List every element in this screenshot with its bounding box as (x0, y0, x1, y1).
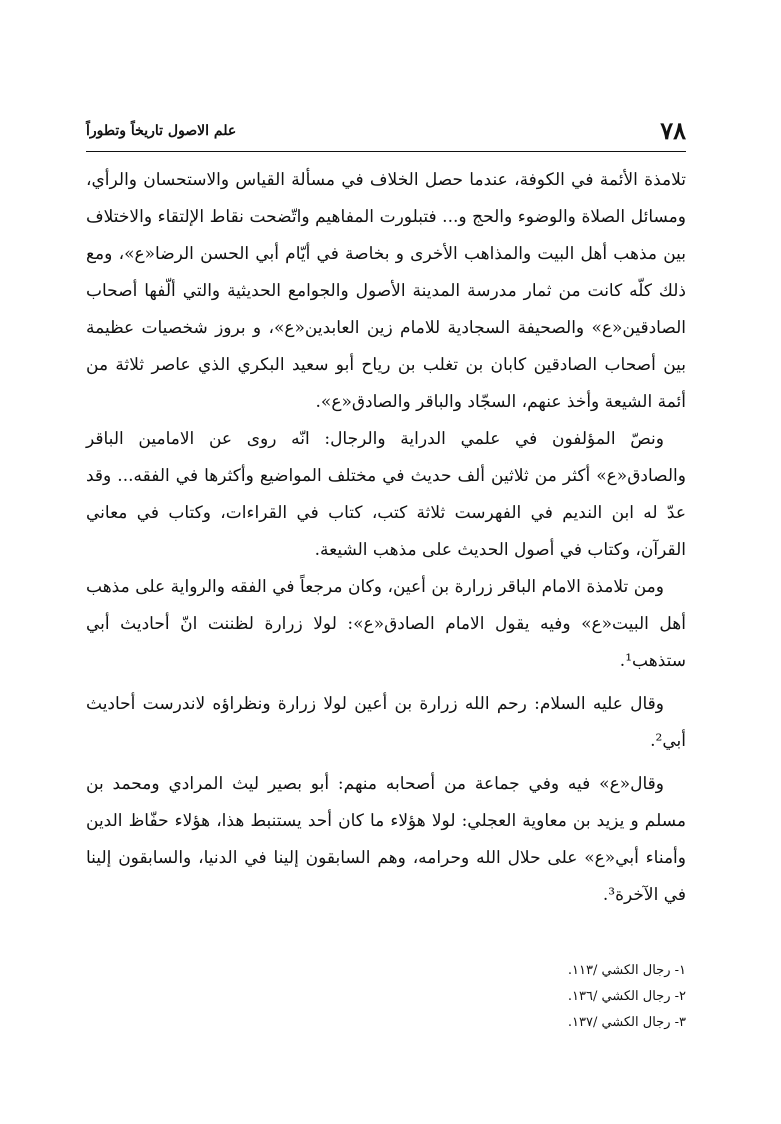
paragraph: وقال«ع» فيه وفي جماعة من أصحابه منهم: أبو بصير ليث المرادي ومحمد بن مسلم و يزيد بن معاوية العجلي: لولا هؤلاء ما كان أحد يستنبط هذا، هؤلاء حفّاظ الدين وأمناء أبي«ع» على حلال الله وحرامه، وهم السابقون إلينا في الدنيا، والسابقون إلينا في الآخرة³. (86, 774, 686, 905)
paragraph: وقال عليه السلام: رحم الله زرارة بن أعين لولا زرارة ونظراؤه لاندرست أحاديث أبي². (86, 694, 686, 751)
paragraph: ونصّ المؤلفون في علمي الدراية والرجال: انّه روى عن الامامين الباقر والصادق«ع» أكثر من ثلاثين ألف حديث في مختلف المواضيع وأكثرها في الفقه... وقد عدّ له ابن النديم في الفهرست ثلاثة كتب، كتاب في القراءات، وكتاب في معاني القرآن، وكتاب في أصول الحديث على مذهب الشيعة. (86, 429, 686, 560)
page-number: ٧٨ (660, 116, 686, 145)
paragraph: تلامذة الأئمة في الكوفة، عندما حصل الخلاف في مسألة القياس والاستحسان والرأي، ومسائل الصلاة والوضوء والحج و... فتبلورت المفاهيم واتّضحت نقاط الإلتقاء والاختلاف بين مذهب أهل البيت والمذاهب الأخرى و بخاصة في أيّام أبي الحسن الرضا«ع»، ومع ذلك كلّه كانت من ثمار مدرسة المدينة الأصول والجوامع الحديثية والتي ألّفها أصحاب الصادقين«ع» والصحيفة السجادية للامام زين العابدين«ع»، و بروز شخصيات عظيمة بين أصحاب الصادقين كابان بن تغلب بن رياح أبو سعيد البكري الذي عاصر ثلاثة من أئمة الشيعة وأخذ عنهم، السجّاد والباقر والصادق«ع». (86, 170, 686, 412)
paragraph: ومن تلامذة الامام الباقر زرارة بن أعين، وكان مرجعاً في الفقه والرواية على مذهب أهل البيت«ع» وفيه يقول الامام الصادق«ع»: لولا زرارة لظننت انّ أحاديث أبي ستذهب¹. (86, 577, 686, 671)
footnote: ١- رجال الكشي /١١٣. (567, 963, 686, 978)
footnotes (366, 958, 686, 1036)
page-header (86, 112, 686, 150)
main-text (86, 162, 686, 914)
running-title: علم الاصول تاريخاً وتطوراً (86, 123, 237, 139)
footnote: ٣- رجال الكشي /١٣٧. (567, 1015, 686, 1030)
footnote: ٢- رجال الكشي /١٣٦. (567, 989, 686, 1004)
header-rule (86, 151, 686, 152)
